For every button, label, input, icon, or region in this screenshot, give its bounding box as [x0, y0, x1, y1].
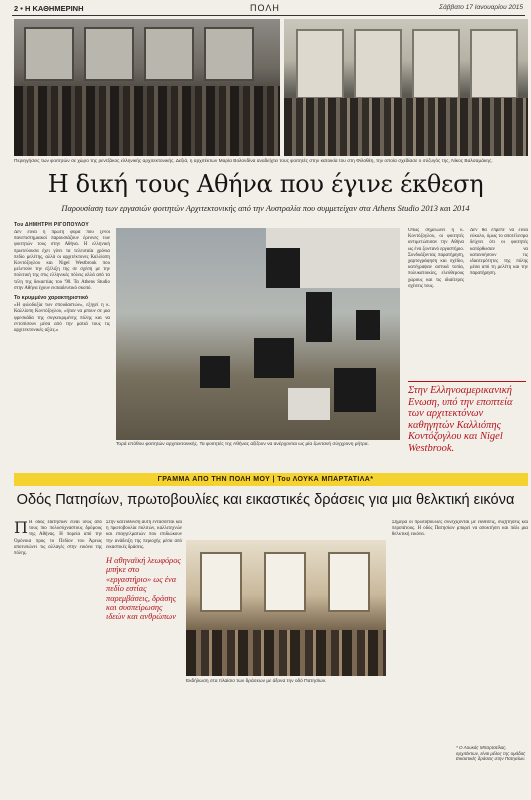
issue-date: Σάββατο 17 Ιανουαρίου 2015 — [439, 4, 523, 11]
article2-column-5: Σήμερα οι πρωτοβουλίες συνεχίζονται με εκθέσεις, συζητήσεις και περιπάτους. Η οδός Πατησίων μπορεί να αποκτήσει και πάλι μια θελκτική εικόνα. — [392, 520, 528, 538]
villa-visit-photo — [284, 19, 528, 156]
article1-column-1 — [14, 230, 110, 465]
page-folio: 2 • Η ΚΑΘΗΜΕΡΙΝΗ — [14, 4, 84, 13]
article1-body-2: «Η φιλοδοξία των σπουδαστών», εξηγεί η κ. Καλλίοπη Κοντόζογλου, «ήταν να μπουν σε μια φρεσκάδα της συγκεκριμένης πόλης και να εντοπίσουν μέσα από την ματιά τους τις αρχιτεκτονικές αξίες.» — [14, 303, 110, 334]
article-byline: Του ΔΗΜΗΤΡΗ ΡΙΓΟΠΟΥΛΟΥ — [14, 222, 89, 228]
exhibition-artwork-photo — [116, 228, 400, 440]
article1-column-5: Δεν θα έπρεπε να είναι εύκολο, όμως το αποτέλεσμα δείχνει ότι οι φοιτητές κατόρθωσαν να κατανοήσουν τις ιδιαιτερότητες της πόλης μέσα από τη μελέτη και την παρατήρηση. — [470, 228, 528, 277]
article2-body-1: Η οδός Πατησίων είναι ίσως από τους πιο πολυσύχναστους δρόμους της Αθήνας. Η πορεία από την Ομόνοια προς το Πεδίον του Άρεως αποτυπώνει τις αλλαγές στην εικόνα της πόλης. — [14, 520, 102, 557]
article-standfirst: Παρουσίαση των εργασιών φοιτητών Αρχιτεκτονικής από την Αυστραλία που συμμετείχαν στα Athens Studio 2013 και 2014 — [61, 204, 470, 213]
article2-column-1 — [14, 520, 102, 792]
article1-subhead: Το κρυμμένο χαρακτηριστικό — [14, 295, 89, 302]
article2-column-2: Στην κατεύθυνση αυτή εντάσσεται και η πρωτοβουλία πολιτών, καλλιτεχνών και επαγγελματιών που επιδιώκουν την ανάδειξη της περιοχής μέσα από εικαστικές δράσεις. — [106, 520, 182, 550]
article-headline: Η δική τους Αθήνα που έγινε έκθεση — [47, 170, 484, 198]
patission-event-photo — [186, 540, 386, 676]
pull-quote-rule-top — [408, 381, 526, 382]
top-photo-caption: Περιηγήσεις των φοιτητών σε χώρο της ρεντζάκος ελληνικής αρχιτεκτονικής. Δεξιά, η αρχιτέκτων Μαρία Βολονδίνα αναδείχτει τους φοιτητές στην κατοικία του στη Φιλοθέη, την οποία σχεδίασε ο σύζυγός της, Νίκος Βαλσαμάκης. — [14, 159, 493, 164]
students-tour-photo — [14, 19, 280, 156]
article2-headline: Οδός Πατησίων, πρωτοβουλίες και εικαστικές δράσεις για μια θελκτική εικόνα — [16, 492, 515, 508]
column-banner-text: ΓΡΑΜΜΑ ΑΠΟ ΤΗΝ ΠΟΛΗ ΜΟΥ | Του ΛΟΥΚΑ ΜΠΑΡΤΑΤΙΛΑ* — [157, 476, 374, 483]
drop-cap: Π — [14, 520, 28, 537]
author-note: * Ο Λουκάς Μπαρτατίλας, αρχιτέκτων, είναι μέλος της ομάδας Εικαστικές δράσεις στην Πατησίων. — [456, 745, 526, 762]
article1-pull-quote: Στην Ελληνοαμερικανική Ενωση, υπό την εποπτεία των αρχιτεκτόνων καθηγητών Καλλιόπης Κοντόζογλου και Nigel Westbrook. — [408, 385, 513, 454]
article1-column-4: Όπως σημειώνει η κ. Κοντόζογλου, οι φοιτητές αντιμετώπισαν την Αθήνα ως ένα ζωντανό εργαστήριο. Συνδυάζοντας παρατήρηση, χαρτογράφηση και σχέδιο, κατέγραψαν αστικά τοπία, πολυκατοικίες, ελεύθερους χώρους και τις ιδιαίτερες σχέσεις τους. — [408, 228, 464, 289]
section-name: ΠΟΛΗ — [250, 3, 280, 13]
header-rule — [12, 15, 525, 16]
patission-photo-caption: Εκδήλωση στα πλαίσιο των δράσεων με άξονα την οδό Πατησίων. — [186, 679, 327, 684]
article1-body-1: Δεν είναι η πρώτη φορά που ξένοι πανεπιστημιακοί παρουσιάζουν έρευνες των φοιτητών τους στην Αθήνα. Η ελληνική πρωτεύουσα έχει γίνει τα τελευταία χρόνια πεδίο μελέτης, αλλά οι αρχιτέκτονες Καλλίοπη Κοντόζογλου και Nigel Westbrook που μελετούν την εξέλιξη της σε σχέση με την πολιτική της στις ελληνικές πόλεις αλλά από τα τέλη της δεκαετίας του '90. Τα Athens Studio στην Αθήνα έχουν εκπαιδευτικό σκοπό. — [14, 230, 110, 291]
artwork-caption: Τορά επόθου φοιτητών αρχιτεκτονικής. Τα φοιτητές της Αθήνας αξίζουν να ανέρχονται ως μία ζωντανή σύγχρονη μήτρα. — [116, 442, 369, 447]
article2-pull-quote: Η αθηναϊκή λεωφόρος μπήκε στο «εργαστήριο» ως ένα πεδίο εστίας παρεμβάσεις, δράσης και συσπείρωσης ιδεών και ανθρώπων — [106, 556, 181, 622]
